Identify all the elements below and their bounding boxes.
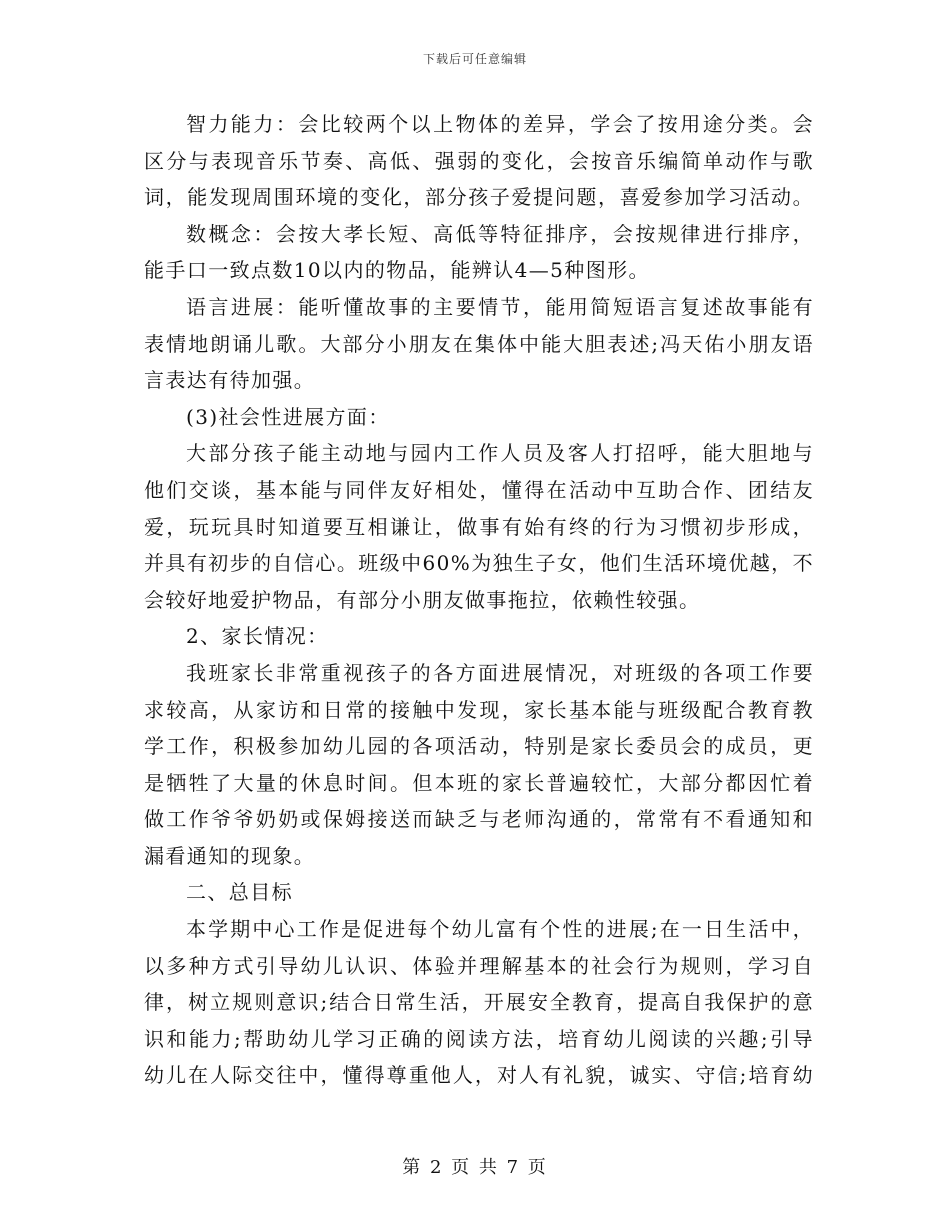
page-header-note: 下载后可任意编辑 (422, 52, 527, 66)
text-line: 做工作爷爷奶奶或保姆接送而缺乏与老师沟通的，常常有不看通知和 (144, 807, 814, 832)
text-line: 词，能发现周围环境的变化，部分孩子爱提问题，喜爱参加学习活动。 (144, 185, 814, 210)
text-line: 我班家长非常重视孩子的各方面进展情况，对班级的各项工作要 (186, 660, 814, 685)
text-line: 大部分孩子能主动地与园内工作人员及客人打招呼，能大胆地与 (186, 441, 814, 466)
text-line: 以多种方式引导幼儿认识、体验并理解基本的社会行为规则，学习自 (144, 953, 814, 978)
text-line: 是牺牲了大量的休息时间。但本班的家长普遍较忙，大部分都因忙着 (144, 770, 814, 795)
text-line: 识和能力;帮助幼儿学习正确的阅读方法，培育幼儿阅读的兴趣;引导 (144, 1026, 814, 1051)
text-line: 表情地朗诵儿歌。大部分小朋友在集体中能大胆表述;冯天佑小朋友语 (144, 331, 814, 356)
text-line: 言表达有待加强。 (144, 368, 316, 393)
text-line: 本学期中心工作是促进每个幼儿富有个性的进展;在一日生活中， (186, 917, 814, 942)
text-line: 求较高，从家访和日常的接触中发现，家长基本能与班级配合教育教 (144, 697, 814, 722)
text-line: 区分与表现音乐节奏、高低、强弱的变化，会按音乐编简单动作与歌 (144, 148, 814, 173)
text-line: 他们交谈，基本能与同伴友好相处，懂得在活动中互助合作、团结友 (144, 477, 814, 502)
text-line: 智力能力：会比较两个以上物体的差异，学会了按用途分类。会 (186, 112, 814, 136)
text-line: 爱，玩玩具时知道要互相谦让，做事有始有终的行为习惯初步形成， (144, 514, 814, 539)
text-line: (3)社会性进展方面： (186, 404, 390, 429)
text-line: 学工作，积极参加幼儿园的各项活动，特别是家长委员会的成员，更 (144, 734, 814, 759)
page-number: 第 2 页 共 7 页 (402, 1157, 548, 1178)
text-line: 漏看通知的现象。 (144, 843, 316, 868)
text-line: 能手口一致点数10以内的物品，能辨认4—5种图形。 (144, 258, 650, 283)
text-line: 并具有初步的自信心。班级中60%为独生子女，他们生活环境优越，不 (144, 551, 814, 576)
text-line: 2、家长情况： (186, 624, 329, 649)
text-line: 二、总目标 (186, 880, 293, 905)
document-body (144, 106, 814, 1094)
text-line: 会较好地爱护物品，有部分小朋友做事拖拉，依赖性较强。 (144, 587, 701, 612)
text-line: 律，树立规则意识;结合日常生活，开展安全教育，提高自我保护的意 (144, 990, 814, 1015)
text-line: 数概念：会按大孝长短、高低等特征排序，会按规律进行排序， (186, 221, 814, 246)
text-line: 语言进展：能听懂故事的主要情节，能用简短语言复述故事能有 (186, 294, 814, 319)
text-line: 幼儿在人际交往中，懂得尊重他人，对人有礼貌，诚实、守信;培育幼 (144, 1063, 814, 1088)
